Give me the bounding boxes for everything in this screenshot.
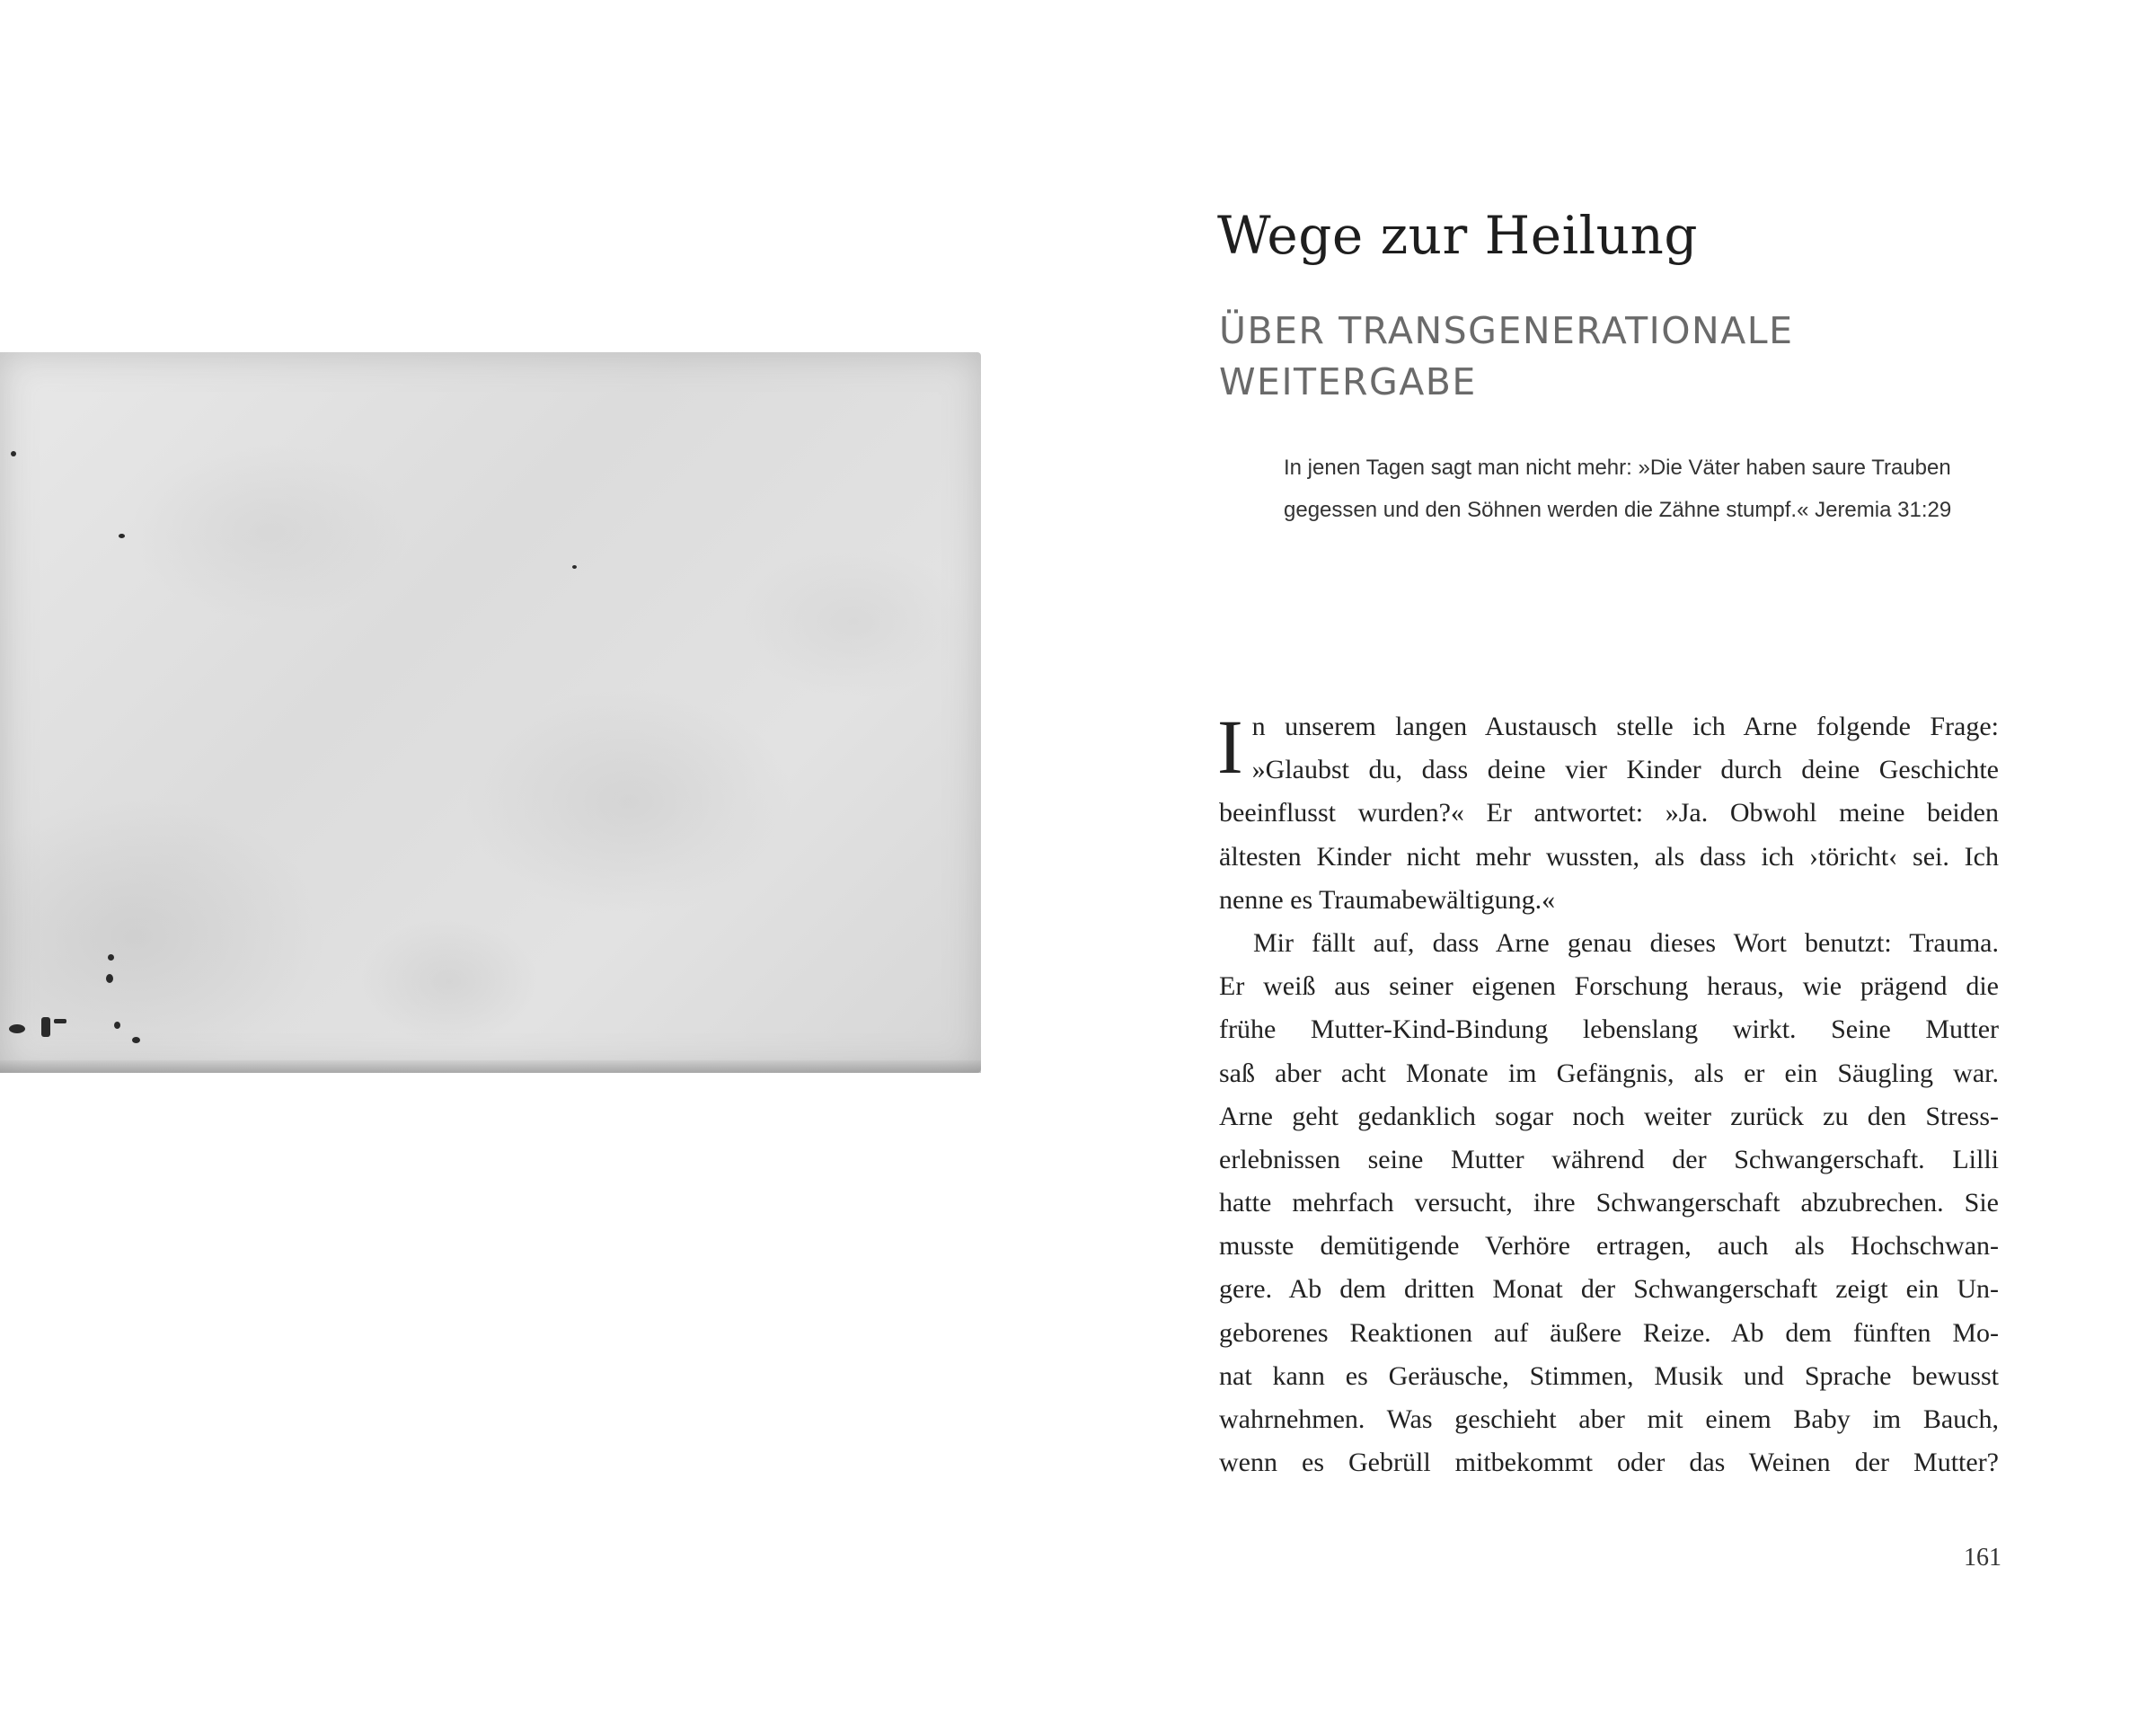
- ink-spot: [9, 1024, 25, 1033]
- paper-bottom-edge: [0, 1060, 981, 1073]
- aged-paper-photo: [0, 352, 981, 1073]
- text-line: frühe Mutter-Kind-Bindung lebenslang wirkt. Seine Mutter: [1219, 1014, 1999, 1045]
- text-line: musste demütigende Verhöre ertragen, auch als Hochschwan-: [1219, 1231, 1999, 1262]
- ink-spot: [114, 1022, 120, 1029]
- ink-spot: [119, 534, 125, 538]
- text-line: wahrnehmen. Was geschieht aber mit einem Baby im Bauch,: [1219, 1404, 1999, 1434]
- ink-spot: [11, 451, 16, 456]
- text-line: ältesten Kinder nicht mehr wussten, als dass ich ›töricht‹ sei. Ich: [1219, 841, 1999, 872]
- text-line: Arne geht gedanklich sogar noch weiter zurück zu den Stress-: [1219, 1101, 1999, 1131]
- text-line: beeinflusst wurden?« Er antwortet: »Ja. Obwohl meine beiden: [1219, 798, 1999, 828]
- epigraph: [1284, 447, 1984, 531]
- text-line: nenne es Traumabewältigung.«: [1219, 884, 1556, 915]
- text-line: erlebnissen seine Mutter während der Schwangerschaft. Lilli: [1219, 1144, 1999, 1174]
- text-line: Er weiß aus seiner eigenen Forschung heraus, wie prägend die: [1219, 971, 1999, 1002]
- ink-spot: [41, 1017, 50, 1037]
- text-line: geborenes Reaktionen auf äußere Reize. Ab dem fünften Mo-: [1219, 1317, 1999, 1348]
- ink-spot: [54, 1019, 66, 1023]
- ink-spot: [106, 974, 113, 983]
- ink-spot: [132, 1037, 140, 1043]
- text-line: wenn es Gebrüll mitbekommt oder das Weinen der Mutter?: [1219, 1448, 1999, 1478]
- epigraph-line: In jenen Tagen sagt man nicht mehr: »Die Väter haben saure Trauben: [1284, 456, 1951, 480]
- chapter-subtitle: ÜBER TRANSGENERATIONALE WEITERGABE: [1219, 309, 1794, 403]
- body-text: [1219, 705, 1999, 1484]
- epigraph-line: gegessen und den Söhnen werden die Zähne stumpf.« Jeremia 31:29: [1284, 498, 1952, 522]
- text-line: gere. Ab dem dritten Monat der Schwangerschaft zeigt ein Un-: [1219, 1274, 1999, 1305]
- chapter-title: Wege zur Heilung: [1217, 205, 1699, 266]
- ink-spot: [108, 954, 114, 961]
- text-line: Mir fällt auf, dass Arne genau dieses Wort benutzt: Trauma.: [1253, 927, 1999, 958]
- text-line: »Glaubst du, dass deine vier Kinder durch deine Geschichte: [1251, 755, 1999, 785]
- text-line: n unserem langen Austausch stelle ich Arne folgende Frage:: [1251, 712, 1999, 741]
- text-line: saß aber acht Monate im Gefängnis, als er ein Säugling war.: [1219, 1058, 1999, 1088]
- text-line: hatte mehrfach versucht, ihre Schwangerschaft abzubrechen. Sie: [1219, 1188, 1999, 1218]
- drop-cap: I: [1217, 704, 1243, 790]
- page-number: 161: [1964, 1544, 2001, 1572]
- text-line: nat kann es Geräusche, Stimmen, Musik und Sprache bewusst: [1219, 1360, 1999, 1391]
- ink-spot: [572, 565, 577, 569]
